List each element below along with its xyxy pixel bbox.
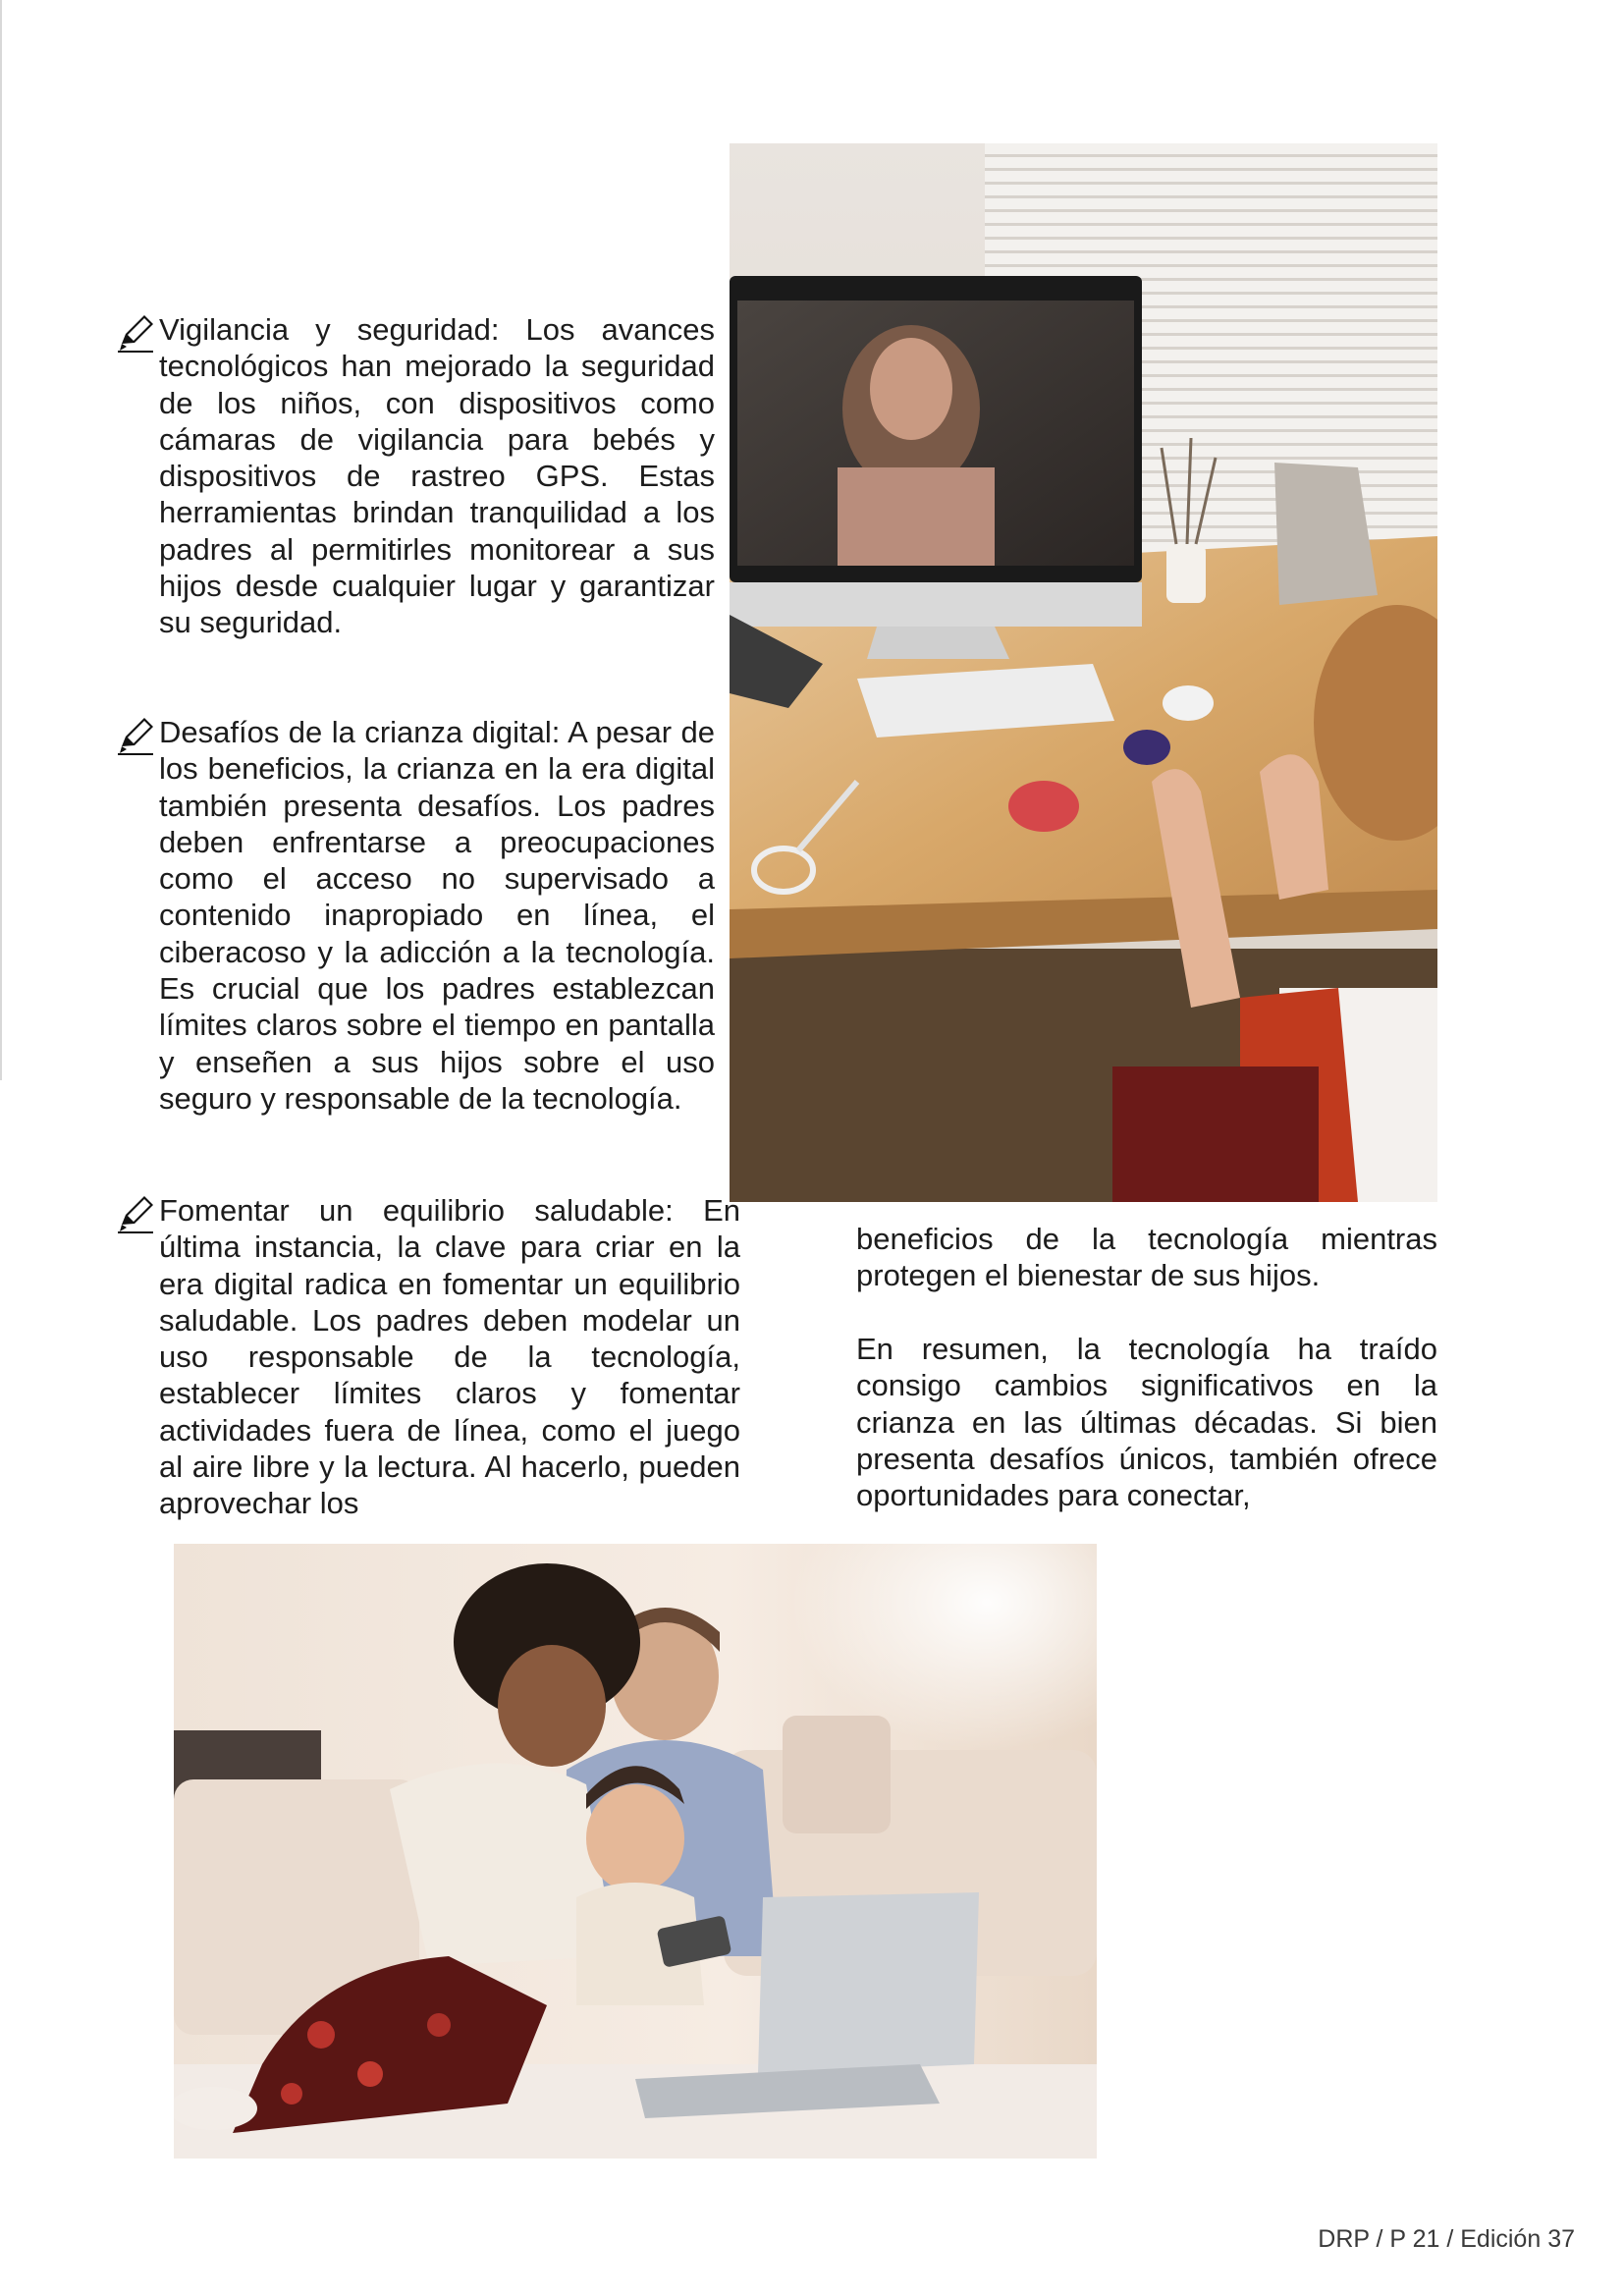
bullet-equilibrio-saludable bbox=[116, 1192, 740, 1522]
pencil-icon bbox=[116, 716, 155, 755]
bullet-desafios-crianza-digital bbox=[116, 714, 715, 1117]
bullet-text: Vigilancia y seguridad: Los avances tecnológicos han mejorado la seguridad de los niños, con dispositivos como cámaras de vigilancia para bebés y dispositivos de rastreo GPS. Estas herramientas brindan tranquilidad a los padres al permitirles monitorear a sus hijos desde cualquier lugar y garantizar su seguridad. bbox=[159, 312, 715, 640]
column2-summary bbox=[856, 1331, 1437, 1513]
column2-continuation bbox=[856, 1221, 1437, 1294]
video-call-photo bbox=[730, 143, 1437, 1202]
bullet-text: Fomentar un equilibrio saludable: En última instancia, la clave para criar en la era digital radica en fomentar un equilibrio saludable. Los padres deben modelar un uso responsable de la tecnología, establecer límites claros y fomentar actividades fuera de línea, como el juego al aire libre y la lectura. Al hacerlo, pueden aprovechar los bbox=[159, 1193, 740, 1521]
family-laptop-photo bbox=[174, 1544, 1097, 2159]
pencil-icon bbox=[116, 313, 155, 353]
summary-text: En resumen, la tecnología ha traído consigo cambios significativos en la crianza en las últimas décadas. Si bien presenta desafíos únicos, también ofrece oportunidades para conectar, bbox=[856, 1332, 1437, 1513]
bullet-vigilancia-seguridad bbox=[116, 311, 715, 641]
page-footer: DRP / P 21 / Edición 37 bbox=[1318, 2225, 1575, 2253]
continuation-text: beneficios de la tecnología mientras protegen el bienestar de sus hijos. bbox=[856, 1222, 1437, 1293]
pencil-icon bbox=[116, 1194, 155, 1233]
page-edge bbox=[0, 0, 2, 1080]
bullet-text: Desafíos de la crianza digital: A pesar de los beneficios, la crianza en la era digital también presenta desafíos. Los padres deben enfrentarse a preocupaciones como el acceso no supervisado a contenido inapropiado en línea, el ciberacoso y la adicción a la tecnología. Es crucial que los padres establezcan límites claros sobre el tiempo en pantalla y enseñen a sus hijos sobre el uso seguro y responsable de la tecnología. bbox=[159, 715, 715, 1116]
